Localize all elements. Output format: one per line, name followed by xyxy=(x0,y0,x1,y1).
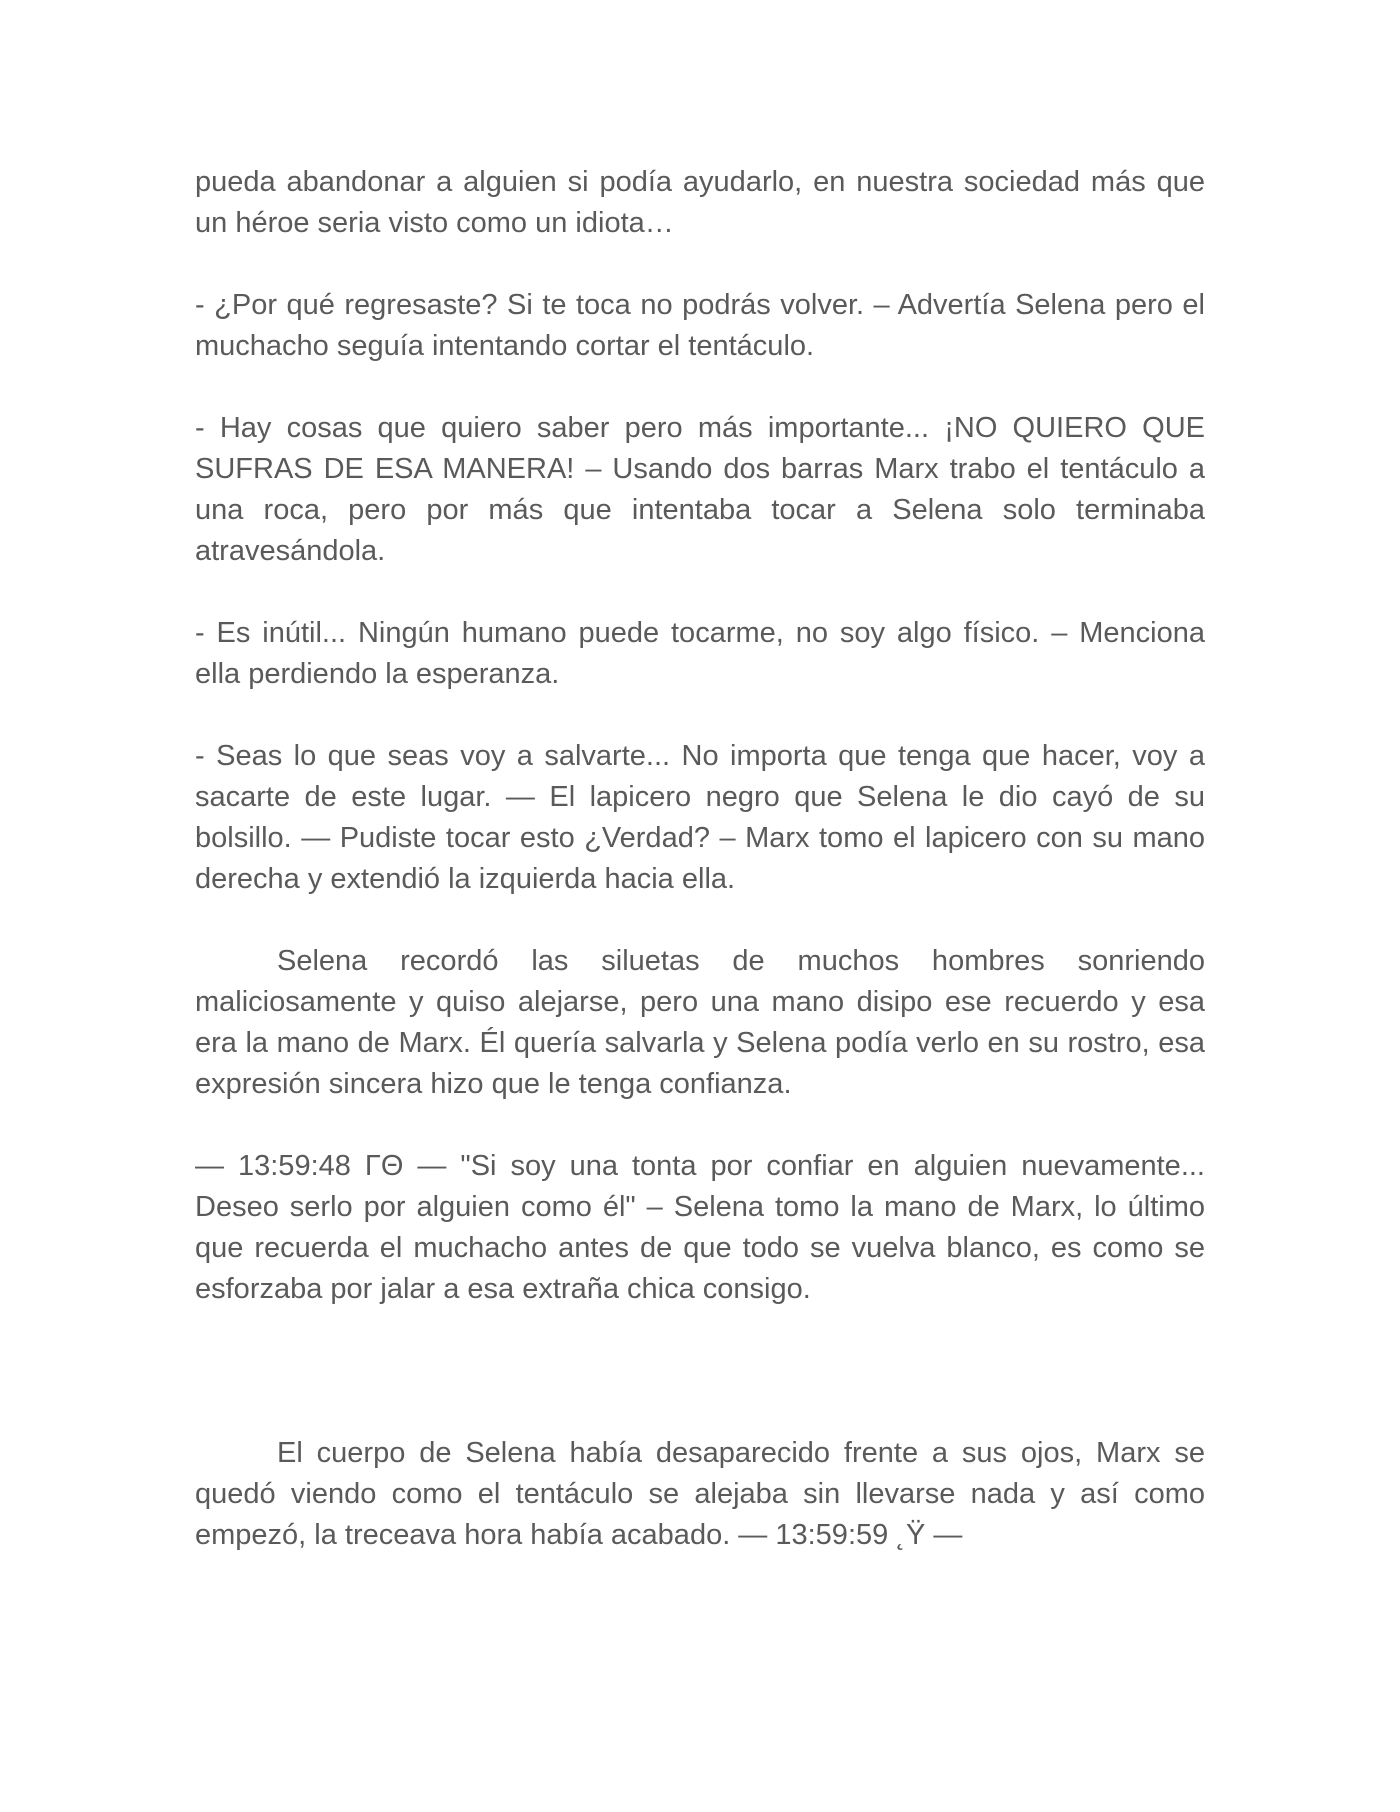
paragraph-8: El cuerpo de Selena había desaparecido frente a sus ojos, Marx se quedó viendo como el tentáculo se alejaba sin llevarse nada y así como empezó, la treceava hora había acabado. — 13:59:59 ˛Ÿ — xyxy=(195,1437,1205,1551)
paragraph-4: - Es inútil... Ningún humano puede tocarme, no soy algo físico. – Menciona ella perdiendo la esperanza. xyxy=(195,617,1205,690)
paragraph-2: - ¿Por qué regresaste? Si te toca no podrás volver. – Advertía Selena pero el muchacho seguía intentando cortar el tentáculo. xyxy=(195,289,1205,362)
paragraph-3: - Hay cosas que quiero saber pero más importante... ¡NO QUIERO QUE SUFRAS DE ESA MANERA! – Usando dos barras Marx trabo el tentáculo a una roca, pero por más que intentaba tocar a Selena solo terminaba atravesándola. xyxy=(195,412,1205,567)
paragraph-7: — 13:59:48 ΓΘ — "Si soy una tonta por confiar en alguien nuevamente... Deseo serlo por alguien como él" – Selena tomo la mano de Marx, lo último que recuerda el muchacho antes de que todo se vuelva blanco, es como se esforzaba por jalar a esa extraña chica consigo. xyxy=(195,1150,1205,1305)
paragraph-5: - Seas lo que seas voy a salvarte... No importa que tenga que hacer, voy a sacarte de este lugar. — El lapicero negro que Selena le dio cayó de su bolsillo. — Pudiste tocar esto ¿Verdad? – Marx tomo el lapicero con su mano derecha y extendió la izquierda hacia ella. xyxy=(195,740,1205,895)
paragraph-1: pueda abandonar a alguien si podía ayudarlo, en nuestra sociedad más que un héroe seria visto como un idiota… xyxy=(195,166,1205,239)
document-body xyxy=(195,162,1205,1597)
paragraph-6: Selena recordó las siluetas de muchos hombres sonriendo maliciosamente y quiso alejarse, pero una mano disipo ese recuerdo y esa era la mano de Marx. Él quería salvarla y Selena podía verlo en su rostro, esa expresión sincera hizo que le tenga confianza. xyxy=(195,945,1205,1100)
